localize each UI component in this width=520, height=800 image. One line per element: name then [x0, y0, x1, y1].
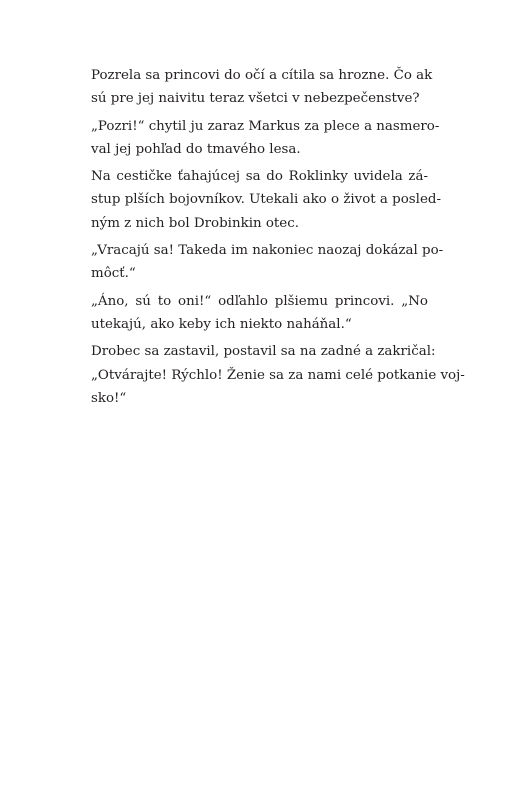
text-line: stup plších bojovníkov. Utekali ako o život a posled- — [91, 192, 441, 208]
text-line: sko!“ — [91, 390, 127, 406]
text-line: sú pre jej naivitu teraz všetci v nebezpečenstve? — [91, 91, 420, 107]
text-line: môcť.“ — [91, 266, 136, 282]
text-line: Pozrela sa princovi do očí a cítila sa hrozne. Čo ak — [91, 68, 433, 83]
text-line: Na cestičke ťahajúcej sa do Roklinky uvidela zá- — [91, 169, 428, 185]
text-line: Drobec sa zastavil, postavil sa na zadné a zakričal: — [91, 344, 436, 360]
text-line: „Vracajú sa! Takeda im nakoniec naozaj dokázal po- — [91, 243, 444, 259]
text-line: val jej pohľad do tmavého lesa. — [91, 141, 301, 157]
text-line: „Otvárajte! Rýchlo! Ženie sa za nami celé potkanie voj- — [91, 367, 465, 383]
text-line: „Áno, sú to oni!“ odľahlo plšiemu princovi. „No — [91, 293, 428, 309]
text-line: utekajú, ako keby ich niekto naháňal.“ — [91, 316, 352, 332]
text-line: „Pozri!“ chytil ju zaraz Markus za plece a nasmero- — [91, 118, 440, 134]
text-line: ným z nich bol Drobinkin otec. — [91, 215, 299, 231]
body-text — [91, 64, 465, 410]
